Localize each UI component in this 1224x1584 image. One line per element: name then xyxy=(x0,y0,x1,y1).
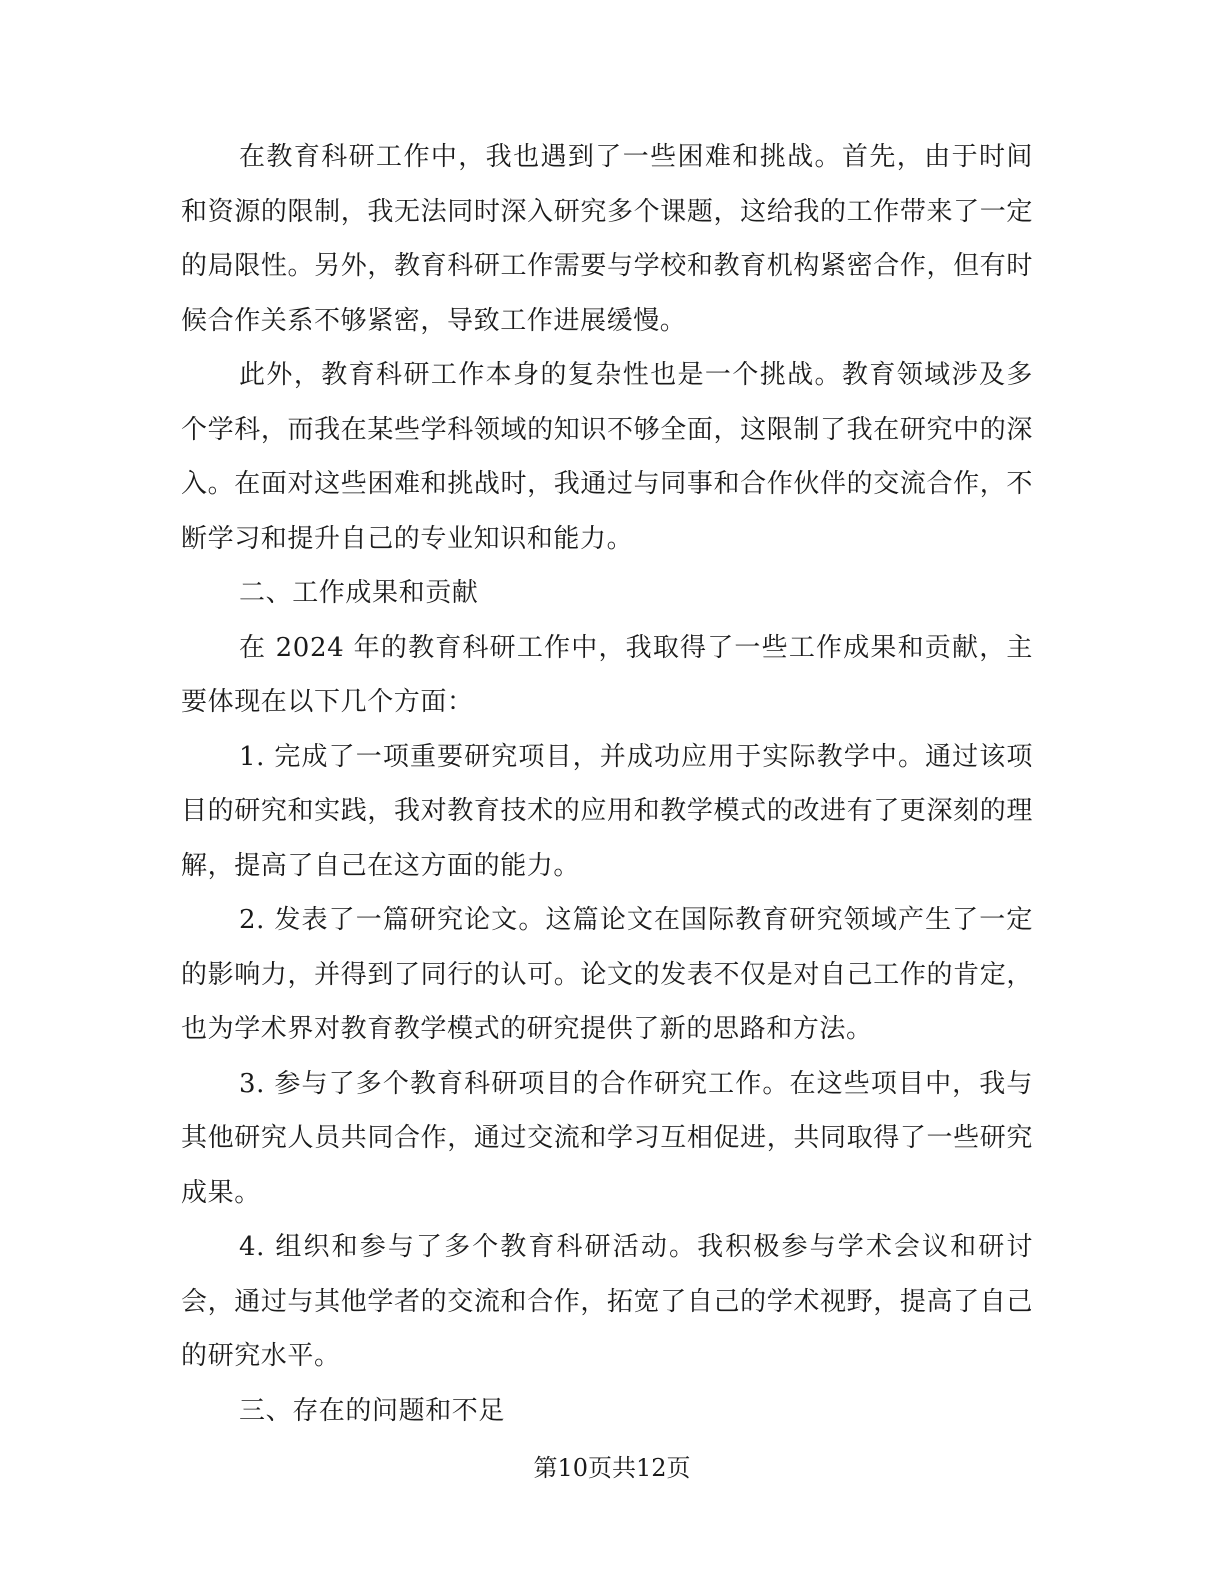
list-item-2: 2. 发表了一篇研究论文。这篇论文在国际教育研究领域产生了一定的影响力，并得到了同行的认可。论文的发表不仅是对自己工作的肯定，也为学术界对教育教学模式的研究提供了新的思路和方法。 xyxy=(181,905,1033,1044)
paragraph-achievements-intro: 在 2024 年的教育科研工作中，我取得了一些工作成果和贡献，主要体现在以下几个方面： xyxy=(181,632,1033,717)
list-item-1: 1. 完成了一项重要研究项目，并成功应用于实际教学中。通过该项目的研究和实践，我对教育技术的应用和教学模式的改进有了更深刻的理解，提高了自己在这方面的能力。 xyxy=(181,741,1033,881)
list-item-3: 3. 参与了多个教育科研项目的合作研究工作。在这些项目中，我与其他研究人员共同合作，通过交流和学习互相促进，共同取得了一些研究成果。 xyxy=(181,1068,1033,1208)
section-heading-achievements: 二、工作成果和贡献 xyxy=(239,578,479,608)
list-item-4: 4. 组织和参与了多个教育科研活动。我积极参与学术会议和研讨会，通过与其他学者的交流和合作，拓宽了自己的学术视野，提高了自己的研究水平。 xyxy=(181,1232,1033,1371)
page-footer: 第10页共12页 xyxy=(533,1454,691,1482)
section-heading-problems: 三、存在的问题和不足 xyxy=(239,1395,506,1426)
document-body xyxy=(181,130,1033,1438)
paragraph-complexity: 此外，教育科研工作本身的复杂性也是一个挑战。教育领域涉及多个学科，而我在某些学科领域的知识不够全面，这限制了我在研究中的深入。在面对这些困难和挑战时，我通过与同事和合作伙伴的交流合作，不断学习和提升自己的专业知识和能力。 xyxy=(181,360,1033,554)
paragraph-difficulties: 在教育科研工作中，我也遇到了一些困难和挑战。首先，由于时间和资源的限制，我无法同时深入研究多个课题，这给我的工作带来了一定的局限性。另外，教育科研工作需要与学校和教育机构紧密合作，但有时候合作关系不够紧密，导致工作进展缓慢。 xyxy=(181,142,1033,336)
